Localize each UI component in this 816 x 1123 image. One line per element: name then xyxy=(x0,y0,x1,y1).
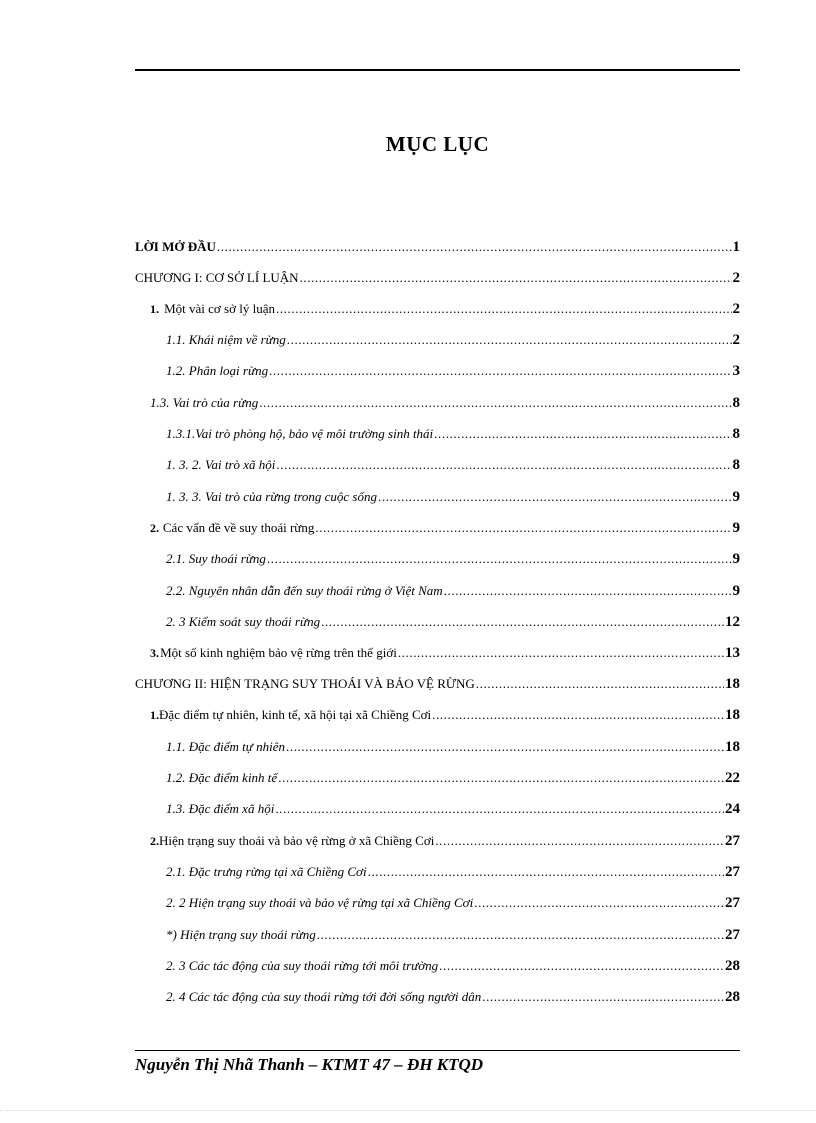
toc-leader-dots xyxy=(278,767,724,789)
toc-entry[interactable] xyxy=(166,360,740,382)
toc-entry-text: Một vài cơ sở lý luận xyxy=(164,301,275,316)
toc-entry[interactable] xyxy=(166,454,740,476)
page-title: MỤC LỤC xyxy=(385,132,490,156)
toc-entry-page: 18 xyxy=(725,676,740,692)
toc-entry-page: 9 xyxy=(732,489,740,505)
toc-entry-text: Các vấn đề về suy thoái rừng xyxy=(162,520,315,535)
toc-entry-page: 8 xyxy=(732,457,740,473)
toc-leader-dots xyxy=(439,955,724,977)
toc-entry-text: 1.3.1.Vai trò phòng hộ, bảo vệ môi trường sinh thái xyxy=(166,426,434,441)
toc-entry-page: 18 xyxy=(725,739,740,755)
toc-entry-page: 12 xyxy=(725,614,740,630)
toc-leader-dots xyxy=(435,830,724,852)
toc-entry-text: 1.2. Đặc điểm kinh tế xyxy=(166,770,278,785)
toc-entry-text: 2. 3 Các tác động của suy thoái rừng tới môi trường xyxy=(166,958,439,973)
page-footer: Nguyễn Thị Nhã Thanh – KTMT 47 – ĐH KTQD xyxy=(135,1055,484,1074)
toc-entry-text: 2. 2 Hiện trạng suy thoái và bảo vệ rừng tại xã Chiềng Cơi xyxy=(166,895,474,910)
toc-entry-text: 1. 3. 3. Vai trò của rừng trong cuộc sống xyxy=(166,489,377,504)
toc-leader-dots xyxy=(287,329,732,351)
toc-entry-text: 1.1. Đặc điểm tự nhiên xyxy=(166,739,286,754)
toc-leader-dots xyxy=(315,517,731,539)
toc-entry[interactable] xyxy=(166,736,740,758)
toc-entry[interactable] xyxy=(166,798,740,820)
toc-entry-text: 2. 4 Các tác động của suy thoái rừng tới đời sống người dân xyxy=(166,989,482,1004)
toc-entry-number: 3. xyxy=(150,646,159,660)
toc-entry[interactable] xyxy=(166,580,740,602)
toc-entry-text: 2.1. Đặc trưng rừng tại xã Chiềng Cơi xyxy=(166,864,367,879)
toc-leader-dots xyxy=(300,267,732,289)
toc-entry-text: CHƯƠNG I: CƠ SỞ LÍ LUẬN xyxy=(135,270,299,285)
toc-entry-page: 8 xyxy=(732,426,740,442)
toc-entry[interactable] xyxy=(166,423,740,445)
toc-entry-text: 1.3. Vai trò của rừng xyxy=(150,395,259,410)
toc-entry-text: 1. 3. 2. Vai trò xã hội xyxy=(166,457,276,472)
toc-entry-page: 24 xyxy=(725,801,740,817)
toc-entry-page: 8 xyxy=(732,395,740,411)
toc-entry-page: 27 xyxy=(725,927,740,943)
toc-entry-text: LỜI MỞ ĐẦU xyxy=(135,239,216,254)
toc-entry-text: *) Hiện trạng suy thoái rừng xyxy=(166,927,316,942)
toc-entry-page: 27 xyxy=(725,864,740,880)
toc-entry[interactable] xyxy=(150,392,740,414)
toc-entry-page: 22 xyxy=(725,770,740,786)
toc-leader-dots xyxy=(267,548,732,570)
toc-entry[interactable] xyxy=(166,486,740,508)
toc-entry-page: 9 xyxy=(732,520,740,536)
toc-entry[interactable] xyxy=(150,298,740,320)
toc-entry-text: Một số kinh nghiệm bảo vệ rừng trên thế giới xyxy=(160,645,397,660)
toc-leader-dots xyxy=(474,892,724,914)
toc-entry-text: 2. 3 Kiểm soát suy thoái rừng xyxy=(166,614,321,629)
toc-entry[interactable] xyxy=(166,986,740,1008)
toc-entry-page: 27 xyxy=(725,833,740,849)
toc-entry-page: 27 xyxy=(725,895,740,911)
toc-entry-number: 2. xyxy=(150,521,159,535)
footer-rule xyxy=(135,1050,740,1051)
toc-entry[interactable] xyxy=(150,830,740,852)
toc-entry-number: 1. xyxy=(150,708,159,722)
toc-entry-text: 2.1. Suy thoái rừng xyxy=(166,551,266,566)
header-rule xyxy=(135,69,740,71)
toc-entry-text: Hiện trạng suy thoái và bảo vệ rừng ở xã Chiềng Cơi xyxy=(159,833,435,848)
toc-leader-dots xyxy=(432,704,724,726)
toc-entry-text: 1.1. Khái niệm về rừng xyxy=(166,332,286,347)
toc-entry-text: CHƯƠNG II: HIỆN TRẠNG SUY THOÁI VÀ BẢO VỆ RỪNG xyxy=(135,676,475,691)
toc-leader-dots xyxy=(276,298,732,320)
toc-entry[interactable] xyxy=(166,861,740,883)
toc-entry-page: 2 xyxy=(732,332,740,348)
toc-entry[interactable] xyxy=(166,924,740,946)
toc-leader-dots xyxy=(276,454,731,476)
toc-leader-dots xyxy=(275,798,724,820)
toc-leader-dots xyxy=(482,986,724,1008)
toc-entry-text: Đặc điểm tự nhiên, kinh tế, xã hội tại xã Chiềng Cơi xyxy=(159,707,432,722)
toc-entry-page: 28 xyxy=(725,958,740,974)
toc-entry-page: 28 xyxy=(725,989,740,1005)
toc-entry[interactable] xyxy=(166,329,740,351)
toc-entry-number: 1. xyxy=(150,302,159,316)
toc-entry-text: 2.2. Nguyên nhân dẫn đến suy thoái rừng ở Việt Nam xyxy=(166,583,443,598)
toc-leader-dots xyxy=(378,486,732,508)
toc-leader-dots xyxy=(444,580,732,602)
toc-leader-dots xyxy=(217,236,732,258)
toc-entry-number: 2. xyxy=(150,834,159,848)
toc-leader-dots xyxy=(286,736,724,758)
toc-leader-dots xyxy=(259,392,731,414)
toc-leader-dots xyxy=(269,360,731,382)
toc-entry[interactable] xyxy=(166,955,740,977)
toc-entry[interactable] xyxy=(135,267,740,289)
toc-entry-page: 1 xyxy=(732,239,740,255)
toc-leader-dots xyxy=(368,861,724,883)
toc-entry[interactable] xyxy=(166,611,740,633)
toc-entry[interactable] xyxy=(166,892,740,914)
toc-leader-dots xyxy=(434,423,731,445)
toc-entry-page: 18 xyxy=(725,707,740,723)
toc-leader-dots xyxy=(321,611,724,633)
toc-entry[interactable] xyxy=(166,548,740,570)
toc-leader-dots xyxy=(317,924,724,946)
toc-entry[interactable] xyxy=(135,673,740,695)
page-edge xyxy=(0,1110,816,1111)
toc-entry-page: 9 xyxy=(732,551,740,567)
toc-entry-page: 2 xyxy=(732,270,740,286)
toc-entry-page: 13 xyxy=(725,645,740,661)
toc-entry[interactable] xyxy=(150,517,740,539)
toc-leader-dots xyxy=(398,642,724,664)
toc-leader-dots xyxy=(476,673,724,695)
toc-entry-page: 2 xyxy=(732,301,740,317)
toc-entry[interactable] xyxy=(135,236,740,258)
toc-entry-page: 3 xyxy=(732,363,740,379)
toc-entry-text: 1.2. Phân loại rừng xyxy=(166,363,269,378)
toc-entry[interactable] xyxy=(166,767,740,789)
toc-entry[interactable] xyxy=(150,642,740,664)
toc-entry-page: 9 xyxy=(732,583,740,599)
toc-entry-text: 1.3. Đặc điểm xã hội xyxy=(166,801,275,816)
toc-entry[interactable] xyxy=(150,704,740,726)
